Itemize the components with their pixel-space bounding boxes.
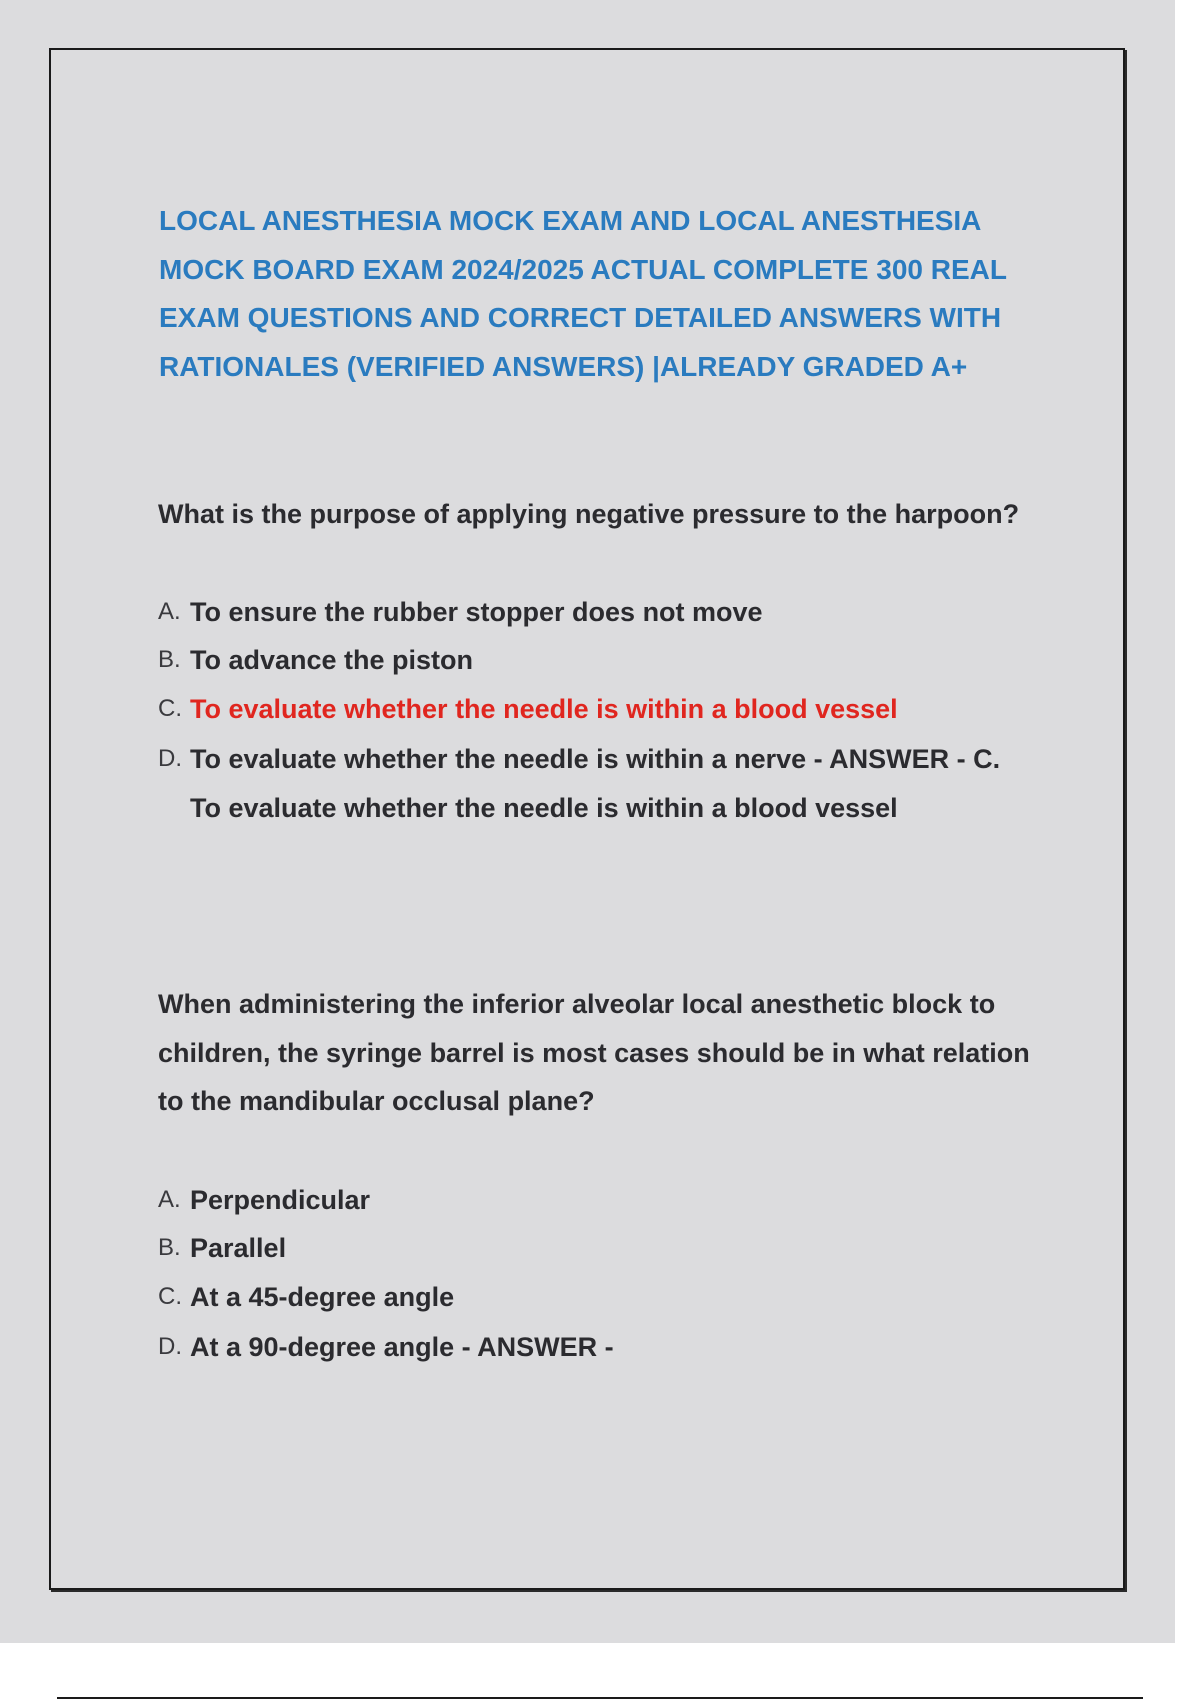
option-letter: C. [158,694,182,722]
question-1-options [158,588,1038,833]
question-2 [158,980,1038,1372]
question-2-option-a [158,1176,1038,1225]
question-2-options [158,1176,1038,1372]
option-letter: B. [158,646,181,673]
question-2-text: When administering the inferior alveolar local anesthetic block to children, the syringe barrel is most cases should be in what relation to the mandibular occlusal plane? [158,989,1030,1116]
question-1-option-b [158,636,1038,685]
option-letter: C. [158,1282,182,1310]
option-letter: D. [158,1333,182,1360]
option-text: At a 45-degree angle [190,1281,455,1312]
next-page-top-rule [57,1697,1143,1699]
option-letter: A. [158,1185,181,1213]
question-2-option-b [158,1224,1038,1273]
option-text: Parallel [190,1233,287,1263]
question-2-option-d [158,1323,1038,1372]
question-1-option-a [158,588,1038,637]
question-2-option-c [158,1273,1038,1322]
question-1-option-d [158,735,1038,832]
option-text: To evaluate whether the needle is within a blood vessel [190,693,898,724]
question-1 [158,490,1038,832]
question-1-text: What is the purpose of applying negative pressure to the harpoon? [158,499,1020,529]
option-text: At a 90-degree angle - ANSWER - [190,1332,614,1362]
option-text: To advance the piston [190,645,474,675]
option-letter: A. [158,597,181,625]
option-text: To ensure the rubber stopper does not move [190,596,763,627]
question-1-option-c-highlighted [158,685,1038,734]
option-text: Perpendicular [190,1184,371,1215]
option-letter: D. [158,745,182,772]
option-letter: B. [158,1234,181,1261]
option-text: To evaluate whether the needle is within a nerve - ANSWER - C. To evaluate whether the needle is within a blood vessel [190,744,1001,823]
document-title: LOCAL ANESTHESIA MOCK EXAM AND LOCAL ANESTHESIA MOCK BOARD EXAM 2024/2025 ACTUAL COMPLETE 300 REAL EXAM QUESTIONS AND CORRECT DETAILED ANSWERS WITH RATIONALES (VERIFIED ANSWERS) |ALREADY GRADED A+ [159,205,1007,382]
